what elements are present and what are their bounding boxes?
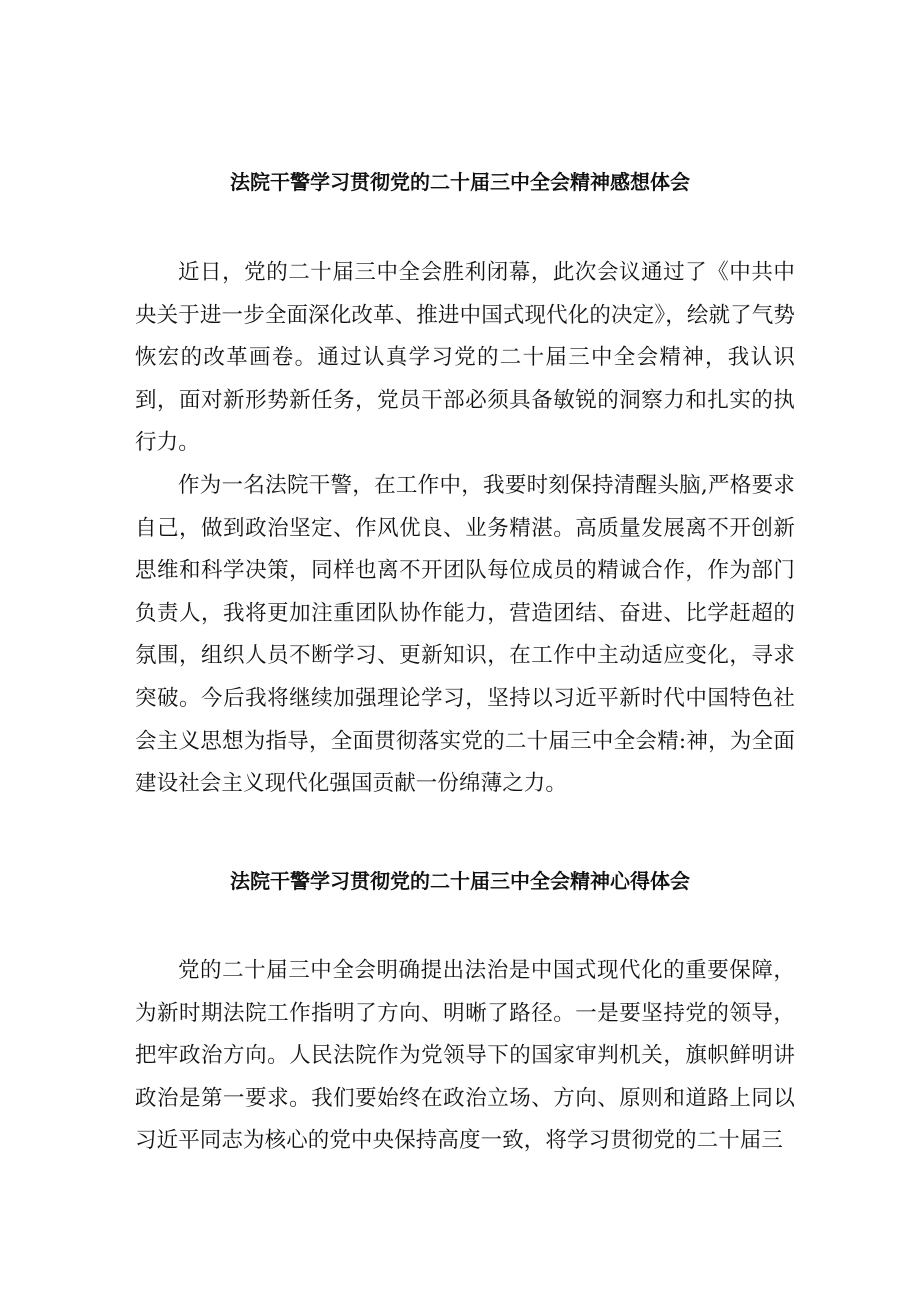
body-paragraph: 近日，党的二十届三中全会胜利闭幕，此次会议通过了《中共中央关于进一步全面深化改革、推进中国式现代化的决定》，绘就了气势恢宏的改革画卷。通过认真学习党的二十届三中全会精神，我认识到，面对新形势新任务，党员干部必须具备敏锐的洞察力和扎实的执行力。 [135, 260, 795, 456]
body-paragraph: 党的二十届三中全会明确提出法治是中国式现代化的重要保障，为新时期法院工作指明了方向、明晰了路径。一是要坚持党的领导，把牢政治方向。人民法院作为党领导下的国家审判机关，旗帜鲜明讲政治是第一要求。我们要始终在政治立场、方向、原则和道路上同以习近平同志为核心的党中央保持高度一致，将学习贯彻党的二十届三 [135, 958, 795, 1154]
body-paragraph: 作为一名法院干警，在工作中，我要时刻保持清醒头脑,严格要求自己，做到政治坚定、作风优良、业务精湛。高质量发展离不开创新思维和科学决策，同样也离不开团队每位成员的精诚合作，作为部门负责人，我将更加注重团队协作能力，营造团结、奋进、比学赶超的氛围，组织人员不断学习、更新知识，在工作中主动适应变化，寻求突破。今后我将继续加强理论学习，坚持以习近平新时代中国特色社会主义思想为指导，全面贯彻落实党的二十届三中全会精:神，为全面建设社会主义现代化强国贡献一份绵薄之力。 [135, 473, 795, 797]
section-title-reflections: 法院干警学习贯彻党的二十届三中全会精神感想体会 [230, 170, 690, 194]
section-title-experience: 法院干警学习贯彻党的二十届三中全会精神心得体会 [230, 869, 690, 893]
